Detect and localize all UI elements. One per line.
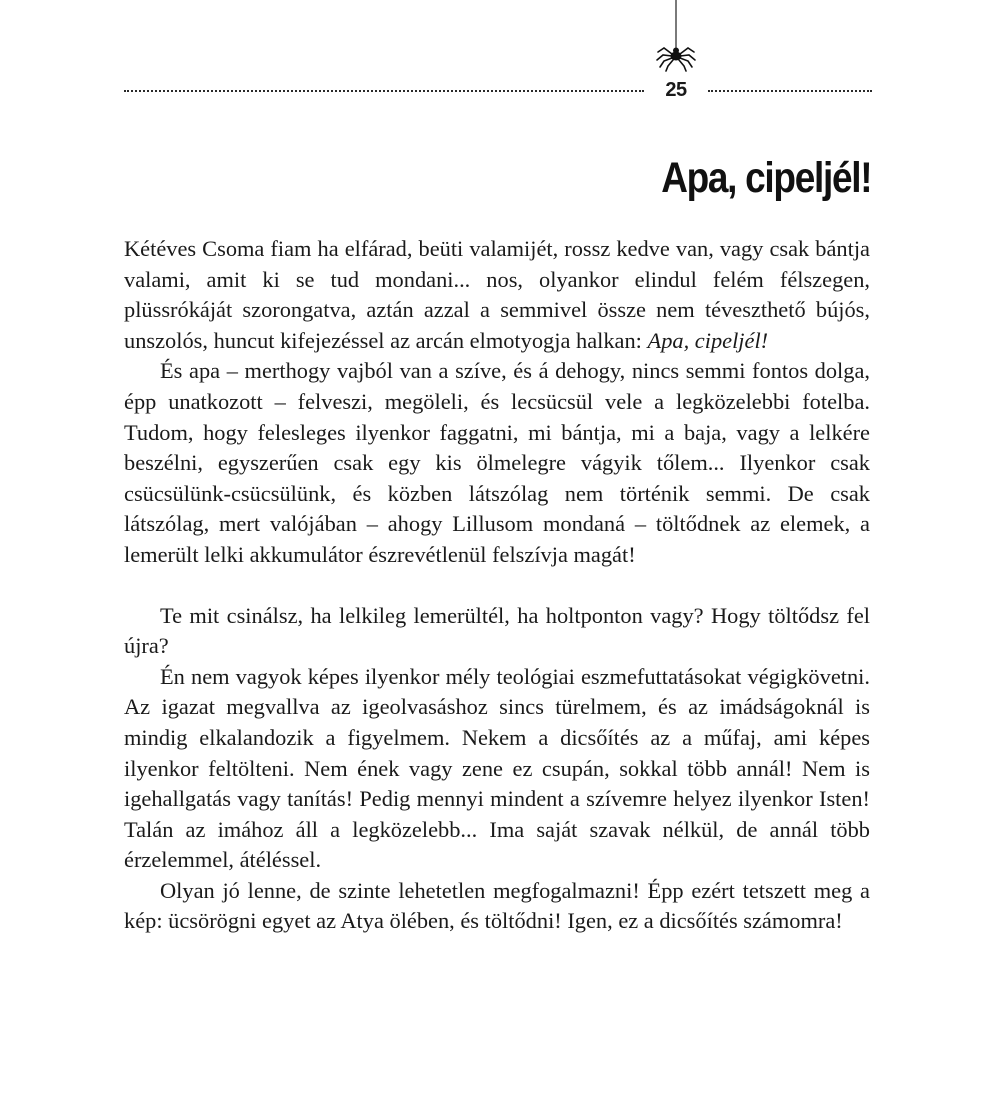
dotted-rule-left bbox=[124, 90, 644, 92]
paragraph: Én nem vagyok képes ilyenkor mély teológiai eszmefuttatásokat végigkövetni. Az igazat megvallva az igeolvasáshoz sincs türelmem, és az imádságoknál is mindig elkalandozik a figyelmem. Nekem a dicsőítés az a műfaj, ami képes ilyenkor feltölteni. Nem ének vagy zene ez csupán, sokkal több annál! Nem is igehallgatás vagy tanítás! Pedig mennyi mindent a szívemre helyez ilyenkor Isten! Talán az imához áll a legközelebb... Ima saját szavak nélkül, de annál több érzelemmel, átéléssel. bbox=[124, 663, 870, 873]
dotted-rule-right bbox=[708, 90, 872, 92]
paragraph: Olyan jó lenne, de szinte lehetetlen megfogalmazni! Épp ezért tetszett meg a kép: ücsörögni egyet az Atya ölében, és töltődni! Igen, ez a dicsőítés számomra! bbox=[124, 877, 870, 934]
page-header bbox=[124, 0, 872, 110]
spider-icon bbox=[654, 0, 698, 72]
body-text bbox=[124, 234, 870, 937]
paragraph: És apa – merthogy vajból van a szíve, és á dehogy, nincs semmi fontos dolga, épp unatkozott – felveszi, megöleli, és lecsücsül vele a legközelebbi fotelba. Tudom, hogy felesleges ilyenkor faggatni, mi bántja, mi a baja, vagy a lelkére beszélni, egyszerűen csak egy kis ölmelegre vágyik tőlem... Ilyenkor csak csücsülünk-csücsülünk, és közben látszólag nem történik semmi. De csak látszólag, mert valójában – ahogy Lillusom mondaná – töltődnek az elemek, a lemerült lelki akkumulátor észrevétlenül felszívja magát! bbox=[124, 358, 870, 567]
paragraph: Te mit csinálsz, ha lelkileg lemerültél, ha holtponton vagy? Hogy töltődsz fel újra? bbox=[124, 602, 870, 659]
page-number: 25 bbox=[665, 79, 687, 101]
paragraph-text: Kétéves Csoma fiam ha elfárad, beüti valamijét, rossz kedve van, vagy csak bántja valami, amit ki se tud mondani... nos, olyankor elindul felém félszegen, plüssrókáját szorongatva, aztán azzal a semmivel össze nem téveszthető bújós, unszolós, huncut kifejezéssel az arcán elmotyogja halkan: bbox=[124, 236, 870, 353]
chapter-title: Apa, cipeljél! bbox=[660, 154, 871, 202]
paragraph bbox=[124, 234, 870, 356]
quote-emphasis: Apa, cipeljél! bbox=[647, 327, 769, 353]
